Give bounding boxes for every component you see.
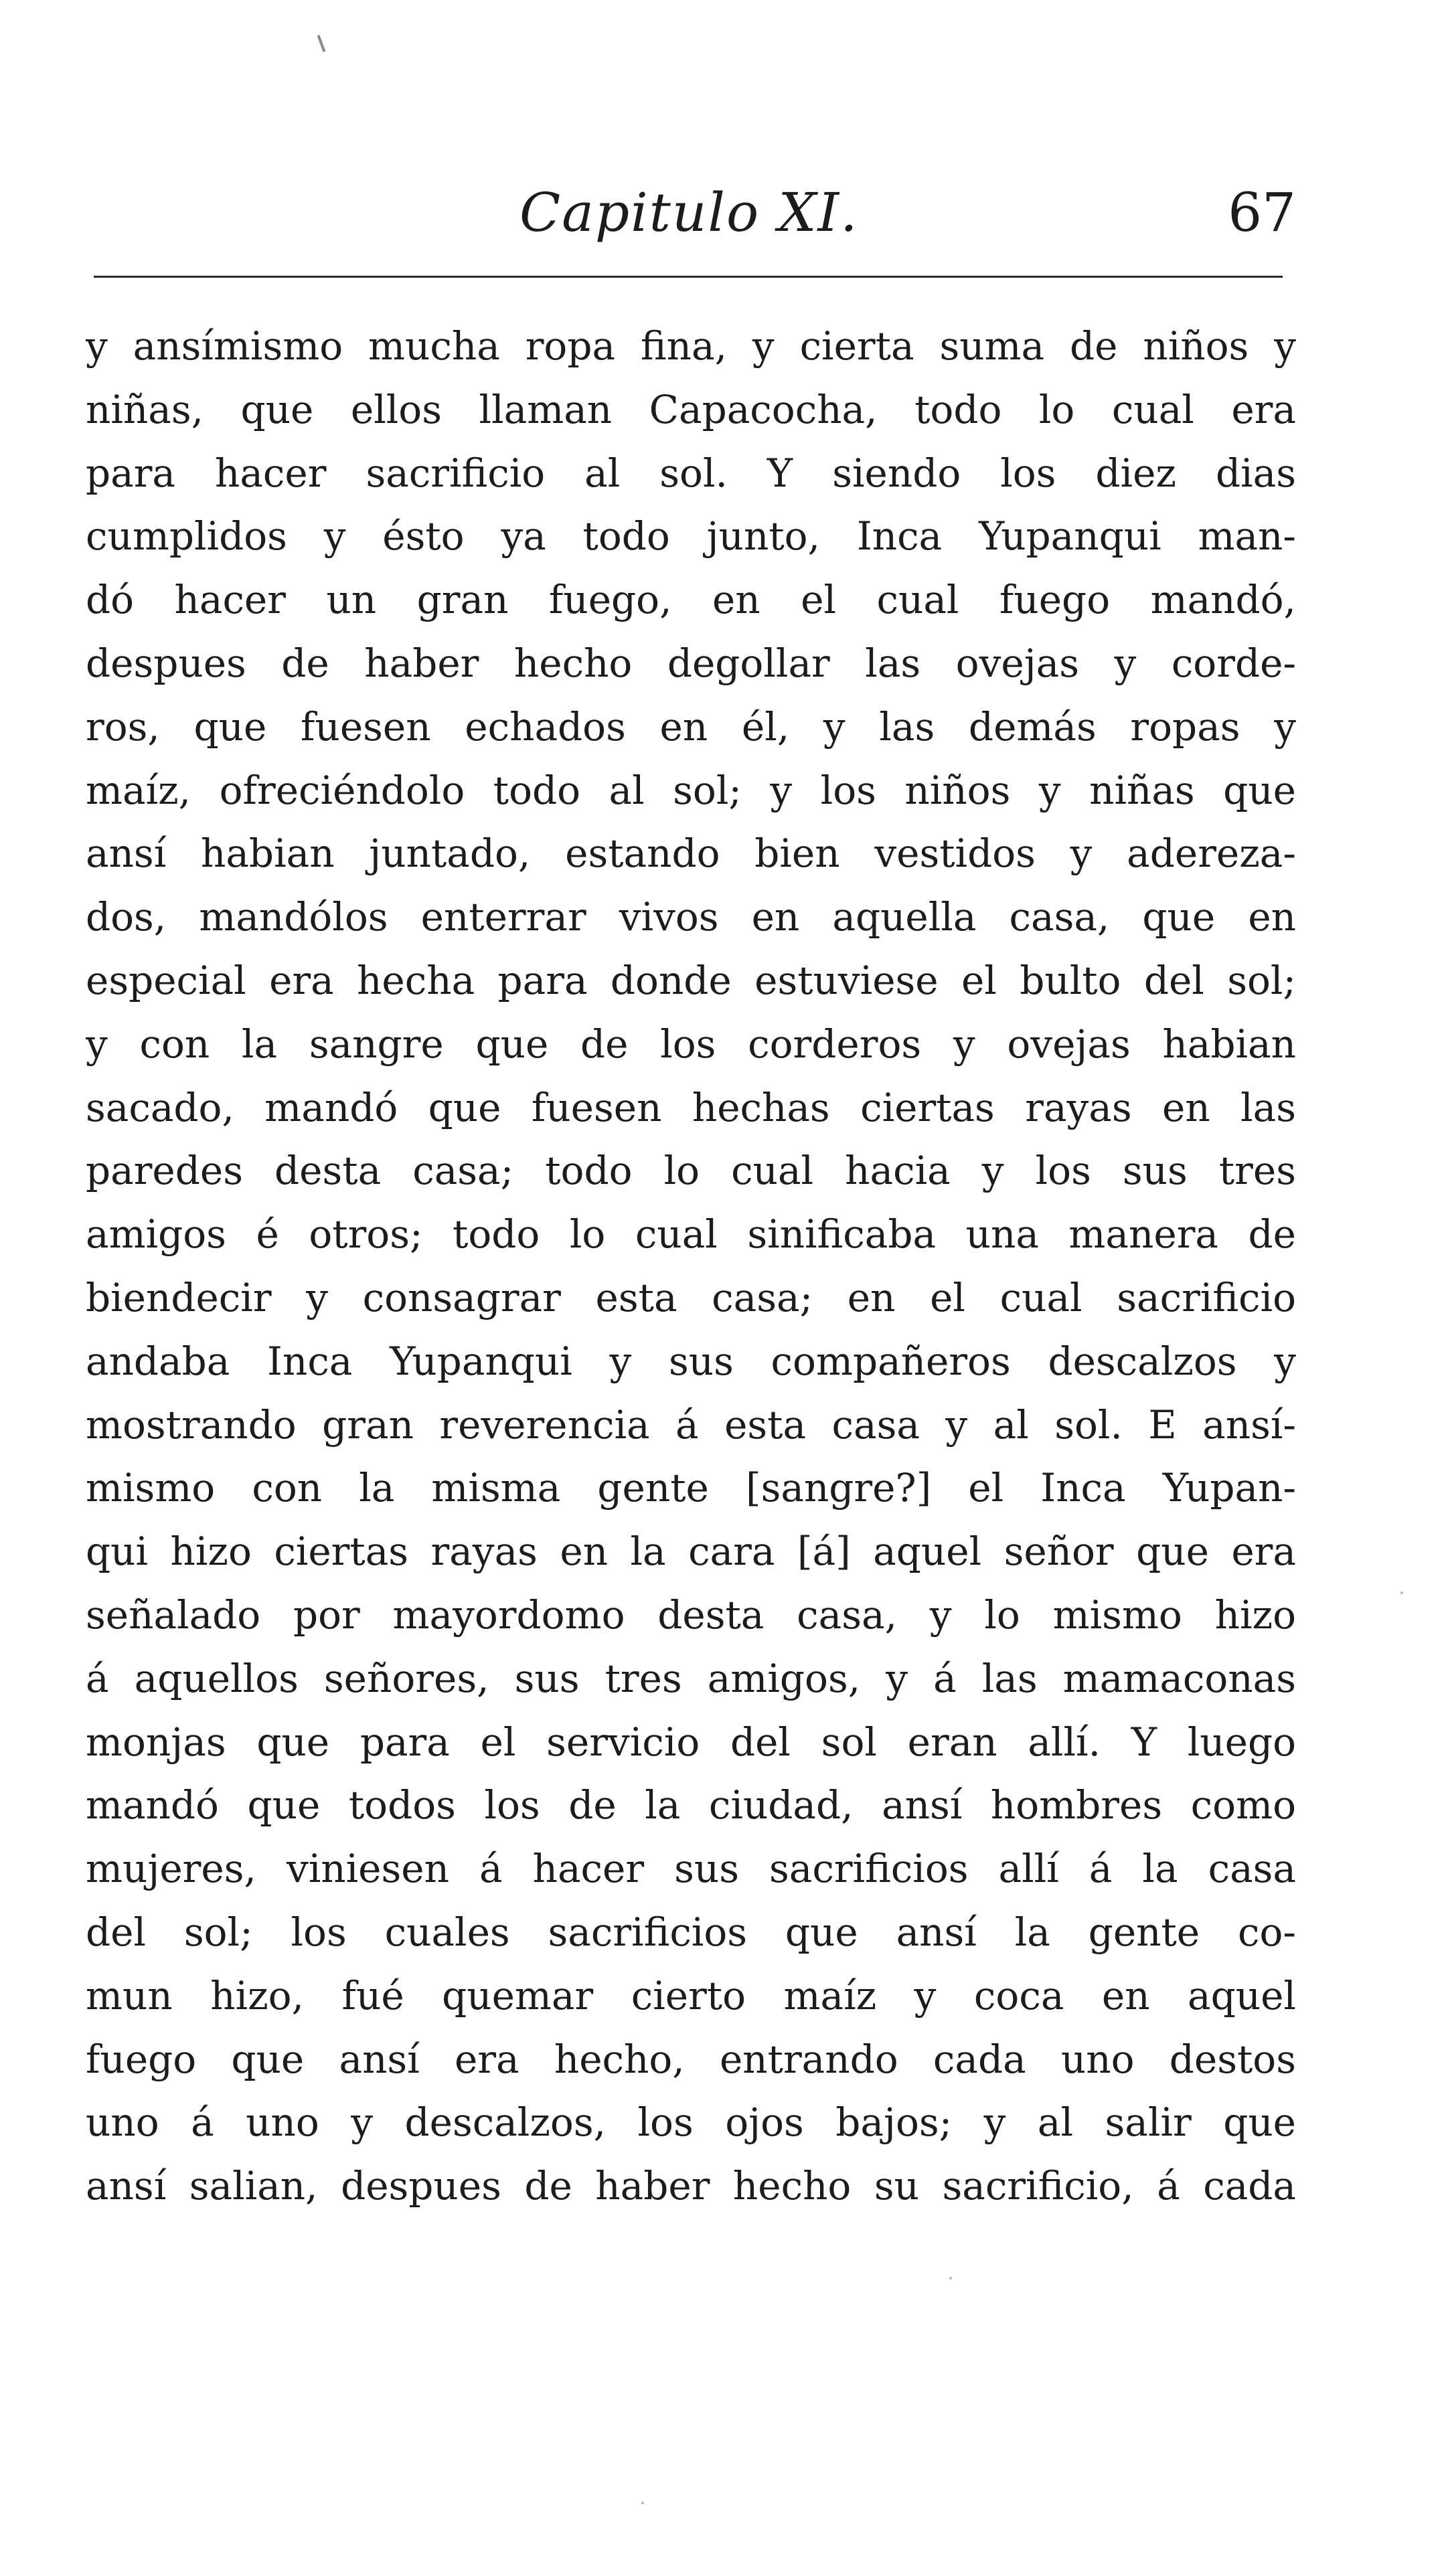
text-line: maíz, ofreciéndolo todo al sol; y los niños y niñas que — [86, 767, 1296, 813]
paper-speck — [641, 2502, 644, 2504]
stray-ink-mark — [317, 35, 326, 52]
running-head — [86, 173, 1296, 253]
paper-speck — [1400, 1592, 1403, 1594]
text-line: á aquellos señores, sus tres amigos, y á las mamaconas — [86, 1655, 1296, 1701]
text-line: mujeres, viniesen á hacer sus sacrificios allí á la casa — [86, 1846, 1296, 1892]
text-line: andaba Inca Yupanqui y sus compañeros descalzos y — [86, 1338, 1296, 1384]
text-line: señalado por mayordomo desta casa, y lo mismo hizo — [86, 1592, 1296, 1638]
text-line: mostrando gran reverencia á esta casa y al sol. E ansí- — [86, 1401, 1296, 1448]
text-line: ros, que fuesen echados en él, y las demás ropas y — [86, 703, 1296, 750]
body-text — [86, 315, 1296, 2218]
header-rule — [94, 276, 1283, 278]
text-line: uno á uno y descalzos, los ojos bajos; y al salir que — [86, 2099, 1296, 2146]
text-line: monjas que para el servicio del sol eran allí. Y luego — [86, 1719, 1296, 1765]
text-line: dos, mandólos enterrar vivos en aquella casa, que en — [86, 894, 1296, 940]
text-line: despues de haber hecho degollar las ovejas y corde- — [86, 640, 1296, 686]
chapter-title: Capitulo XI. — [519, 181, 859, 244]
text-line: y ansímismo mucha ropa fina, y cierta suma de niños y — [86, 323, 1296, 369]
text-line: del sol; los cuales sacrificios que ansí la gente co- — [86, 1909, 1296, 1955]
text-line: biendecir y consagrar esta casa; en el cual sacrificio — [86, 1274, 1296, 1320]
text-line: qui hizo ciertas rayas en la cara [á] aquel señor que era — [86, 1529, 1296, 1575]
text-line: sacado, mandó que fuesen hechas ciertas rayas en las — [86, 1084, 1296, 1130]
text-line: para hacer sacrificio al sol. Y siendo los diez dias — [86, 450, 1296, 496]
text-line: cumplidos y ésto ya todo junto, Inca Yupanqui man- — [86, 513, 1296, 560]
text-line: dó hacer un gran fuego, en el cual fuego mandó, — [86, 577, 1296, 623]
text-line: especial era hecha para donde estuviese el bulto del sol; — [86, 957, 1296, 1003]
text-line: ansí habian juntado, estando bien vestidos y adereza- — [86, 831, 1296, 877]
text-line: mandó que todos los de la ciudad, ansí hombres como — [86, 1782, 1296, 1828]
text-line: paredes desta casa; todo lo cual hacia y los sus tres — [86, 1148, 1296, 1194]
text-line: mun hizo, fué quemar cierto maíz y coca en aquel — [86, 1972, 1296, 2019]
text-line: mismo con la misma gente [sangre?] el Inca Yupan- — [86, 1465, 1296, 1511]
text-line: fuego que ansí era hecho, entrando cada uno destos — [86, 2036, 1296, 2082]
page-number: 67 — [1228, 181, 1296, 244]
text-line: ansí salian, despues de haber hecho su sacrificio, á cada — [86, 2163, 1296, 2209]
text-line: y con la sangre que de los corderos y ovejas habian — [86, 1021, 1296, 1067]
text-line: amigos é otros; todo lo cual sinificaba una manera de — [86, 1211, 1296, 1258]
text-line: niñas, que ellos llaman Capacocha, todo lo cual era — [86, 386, 1296, 432]
paper-speck — [949, 2277, 952, 2280]
